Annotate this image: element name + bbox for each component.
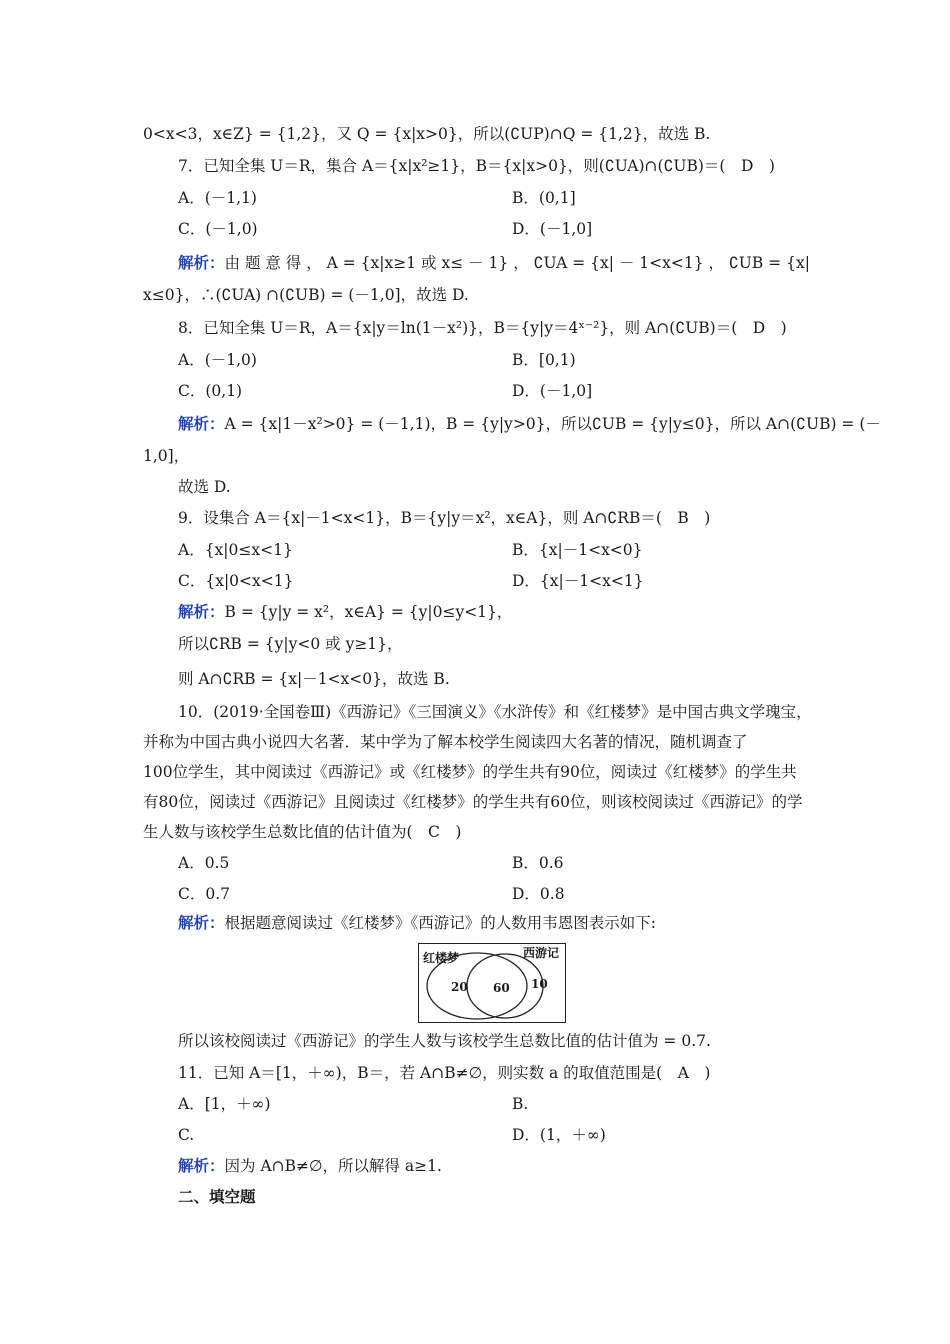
solution-line — [178, 253, 810, 273]
question-10: 有80位，阅读过《西游记》且阅读过《红楼梦》的学生共有60位，则该校阅读过《西游记》的学 — [143, 793, 803, 811]
solution-text: 所以该校阅读过《西游记》的学生人数与该校学生总数比值的估计值为 = 0.7. — [178, 1032, 711, 1050]
solution-text: x≤0}，∴(∁UA) ∩(∁UB) = (－1,0]，故选 D. — [143, 286, 469, 304]
venn-diagram — [418, 943, 566, 1023]
solution-text: B = {y|y = x²，x∈A} = {y|0≤y<1}， — [224, 603, 513, 621]
venn-label-hongloumeng: 红楼梦 — [423, 951, 460, 965]
option-b: B. — [512, 1095, 529, 1113]
solution-text: A = {x|1－x²>0} = (－1,1)，B = {y|y>0}，所以∁UB = {y|y≤0}，所以 A∩(∁UB) = (－ — [224, 415, 881, 433]
option-c: C．{x|0<x<1} — [178, 572, 294, 590]
solution-text: 因为 A∩B≠∅，所以解得 a≥1. — [224, 1157, 442, 1175]
option-d: D．{x|－1<x<1} — [512, 572, 644, 590]
question-8: 8．已知全集 U＝R，A＝{x|y＝ln(1－x²)}，B＝{y|y＝4ˣ⁻²}，则 A∩(∁UB)＝( D ) — [178, 319, 787, 337]
venn-value-left-only: 20 — [451, 980, 468, 994]
option-c: C．(0,1) — [178, 382, 243, 400]
solution-line — [178, 602, 512, 622]
option-a: A．(－1,0) — [178, 351, 257, 369]
option-a: A．(－1,1) — [178, 189, 257, 207]
option-d: D．0.8 — [512, 885, 565, 903]
solution-text: 由 题 意 得 ， A = {x|x≥1 或 x≤ － 1} ， ∁UA = {x| － 1<x<1} ， ∁UB = {x| — [224, 254, 810, 272]
venn-value-both: 60 — [493, 981, 510, 995]
solution-text: 则 A∩∁RB = {x|－1<x<0}，故选 B. — [178, 670, 450, 688]
question-7: 7．已知全集 U＝R，集合 A＝{x|x²≥1}，B＝{x|x>0}，则(∁UA)∩(∁UB)＝( D ) — [178, 157, 775, 175]
question-11: 11．已知 A＝[1，＋∞)，B＝，若 A∩B≠∅，则实数 a 的取值范围是( A ) — [178, 1064, 711, 1082]
solution-label: 解析： — [178, 253, 225, 272]
option-a: A．[1，＋∞) — [178, 1095, 271, 1113]
option-b: B．[0,1) — [512, 351, 576, 369]
solution-line — [178, 414, 881, 434]
option-b: B．{x|－1<x<0} — [512, 541, 643, 559]
option-c: C．0.7 — [178, 885, 231, 903]
question-10: 生人数与该校学生总数比值的估计值为( C ) — [143, 823, 462, 841]
question-10: 10．(2019·全国卷Ⅲ)《西游记》《三国演义》《水浒传》和《红楼梦》是中国古典文学瑰宝， — [178, 703, 812, 721]
option-c: C．(－1,0) — [178, 220, 258, 238]
option-d: D．(－1,0] — [512, 220, 593, 238]
solution-line — [178, 913, 656, 933]
question-9: 9．设集合 A＝{x|－1<x<1}，B＝{y|y＝x²，x∈A}，则 A∩∁RB＝( B ) — [178, 509, 711, 527]
option-b: B．(0,1] — [512, 189, 576, 207]
venn-label-xiyouji: 西游记 — [523, 946, 560, 960]
solution-label: 解析： — [178, 1156, 225, 1175]
option-b: B．0.6 — [512, 854, 564, 872]
option-a: A．{x|0≤x<1} — [178, 541, 293, 559]
text-line: 0<x<3，x∈Z} = {1,2}，又 Q = {x|x>0}，所以(∁UP)∩Q = {1,2}，故选 B. — [143, 125, 711, 143]
venn-value-right-only: 10 — [531, 977, 548, 991]
option-d: D．(－1,0] — [512, 382, 593, 400]
solution-label: 解析： — [178, 913, 225, 932]
option-d: D．(1，＋∞) — [512, 1126, 606, 1144]
section-heading: 二、填空题 — [178, 1187, 256, 1206]
solution-text: 所以∁RB = {y|y<0 或 y≥1}， — [178, 635, 403, 653]
solution-label: 解析： — [178, 602, 225, 621]
option-c: C. — [178, 1126, 195, 1144]
question-10: 并称为中国古典小说四大名著．某中学为了解本校学生阅读四大名著的情况，随机调查了 — [143, 733, 748, 751]
solution-text: 故选 D. — [178, 478, 231, 496]
solution-line — [178, 1156, 442, 1176]
question-10: 100位学生，其中阅读过《西游记》或《红楼梦》的学生共有90位，阅读过《红楼梦》的学生共 — [143, 763, 797, 781]
solution-text: 根据题意阅读过《红楼梦》《西游记》的人数用韦恩图表示如下: — [224, 914, 656, 932]
option-a: A．0.5 — [178, 854, 230, 872]
solution-label: 解析： — [178, 414, 225, 433]
solution-text: 1,0]， — [143, 447, 190, 465]
